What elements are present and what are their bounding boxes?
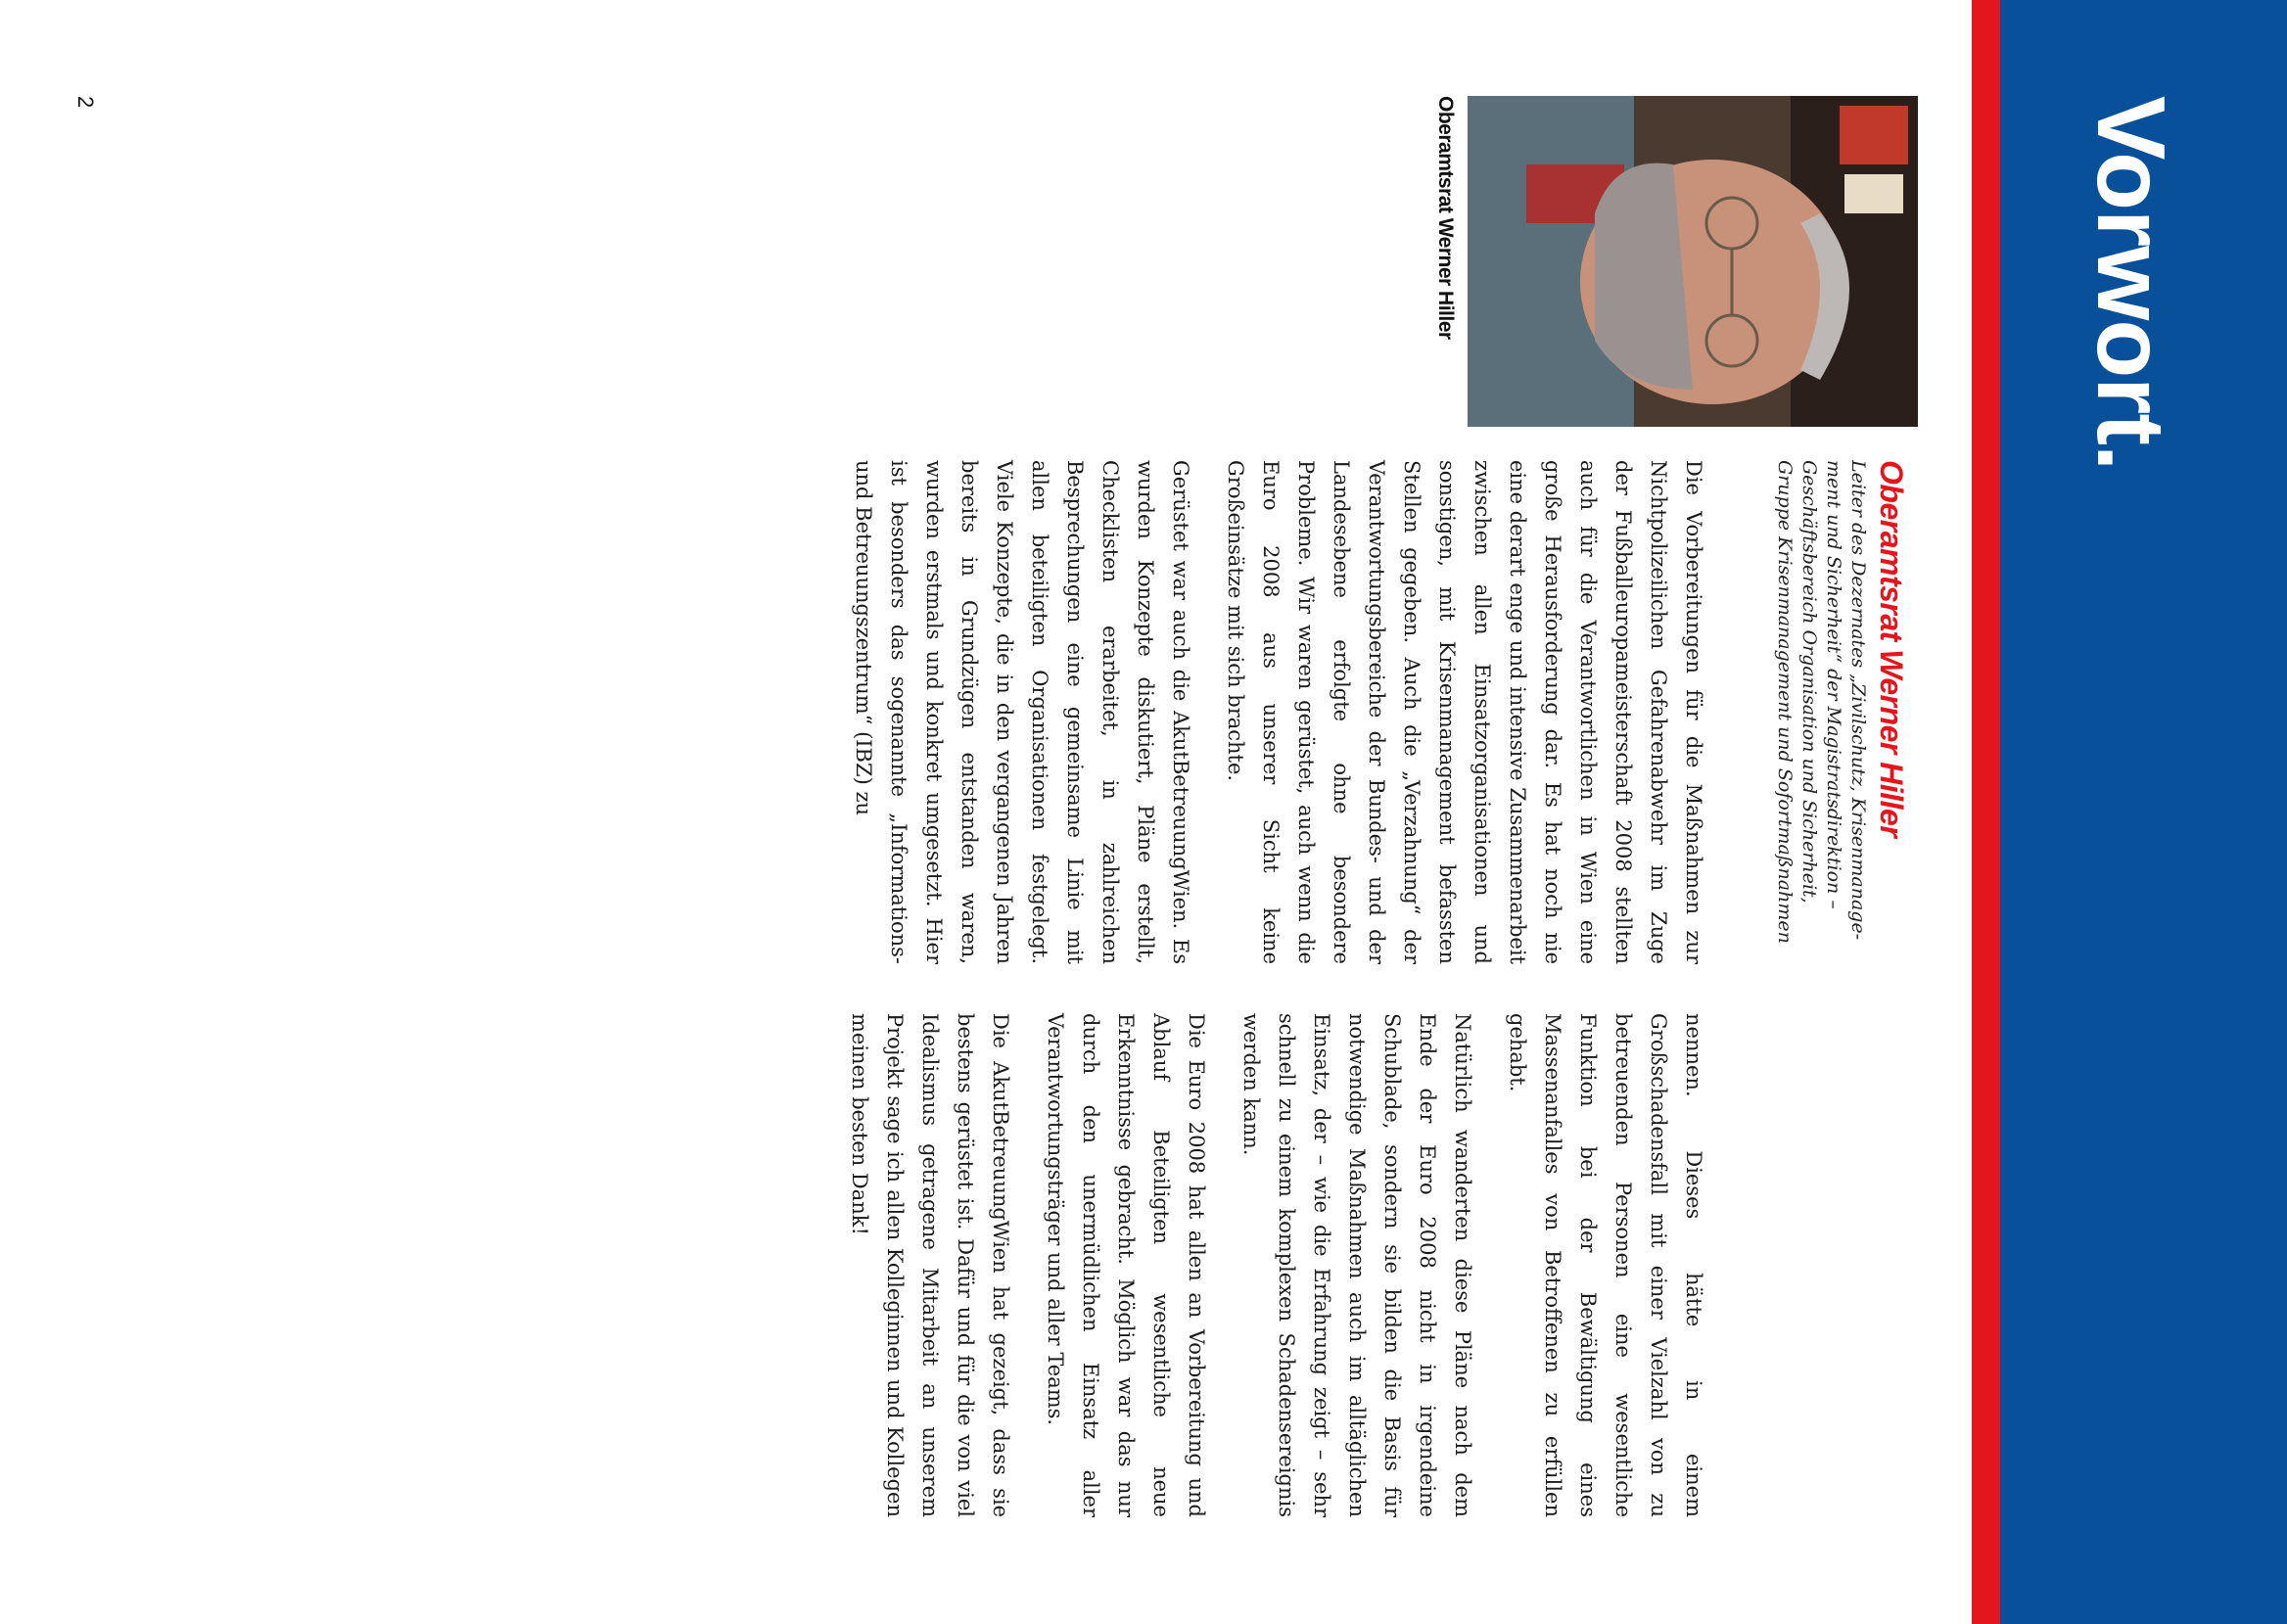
paragraph: Natürlich wanderten diese Pläne nach dem Ende der Euro 2008 nicht in irgendeine Schublade, sondern sie bilden die Basis für notwendige Maßnahmen auch im alltäglichen Einsatz, der – wie die Erfahrung zeigt – sehr schnell zu einem komplexen Schadensereignis werden kann. [1239, 1013, 1474, 1517]
author-role-line: Gruppe Krisenmanagement und Sofortmaßnahmen [1774, 460, 1796, 944]
page-title: Vorwort. [2077, 96, 2185, 471]
author-role-line: Leiter des Dezernates „Zivilschutz, Krisenmanage- [1847, 460, 1869, 941]
portrait-photo [1468, 96, 1918, 427]
books-shape [1840, 106, 1908, 164]
paragraph: Die Vorbereitungen für die Maßnahmen zur Nichtpolizeilichen Gefahrenabwehr im Zuge der Fußballeuropameisterschaft 2008 stellten auch für die Verantwortlichen in Wien eine große Herausforderung dar. Es hat noch nie eine derart enge und intensive Zusammenarbeit zwischen allen Einsatzorganisationen und sonstigen, mit Krisenmanagement befassten Stellen gegeben. Auch die „Verzahnung“ der Verantwortungsbereiche der Bundes- und der Landesebene erfolgte ohne besondere Probleme. Wir waren gerüstet, auch wenn die Euro 2008 aus unserer Sicht keine Großeinsätze mit sich brachte. [1224, 460, 1705, 964]
paragraph: nennen. Dieses hätte in einem Großschadensfall mit einer Vielzahl von zu betreuenden Personen eine wesentliche Funktion bei der Bewältigung eines Massenanfalles von Betroffenen zu erfüllen gehabt. [1506, 1013, 1705, 1517]
text-column-1 [826, 460, 1711, 964]
text-column-2 [822, 1013, 1711, 1517]
author-role-line: Geschäftsbereich Organisation und Sicherheit, [1798, 460, 1820, 904]
photo-caption: Oberamtsrat Werner Hiller [1434, 96, 1457, 340]
accent-stripe [1972, 0, 2000, 1624]
paragraph: Die AkutBetreuungWien hat gezeigt, dass sie bestens gerüstet ist. Dafür und für die von viel Idealismus getragene Mitarbeit an unserem Projekt sage ich allen Kolleginnen und Kollegen meinen besten Dank! [848, 1013, 1012, 1517]
page-number: 2 [73, 96, 98, 109]
author-name: Oberamtsrat Werner Hiller [1874, 460, 1909, 838]
author-role-line: ment und Sicherheit“ der Magistratsdirektion – [1823, 460, 1844, 909]
paragraph: Gerüstet war auch die AkutBetreuungWien. Es wurden Konzepte diskutiert, Pläne erstellt, Checklisten erarbeitet, in zahlreichen Besprechungen eine gemeinsame Linie mit allen beteiligten Organisationen festgelegt. Viele Konzepte, die in den vergangenen Jahren bereits in Grundzügen entstanden waren, wurden erstmals und konkret umgesetzt. Hier ist besonders das sogenannte „Informations- und Betreuungszentrum“ (IBZ) zu [852, 460, 1192, 964]
paragraph: Die Euro 2008 hat allen an Vorbereitung und Ablauf Beteiligten wesentliche neue Erkenntnisse gebracht. Möglich war das nur durch den unermüdlichen Einsatz aller Verantwortungsträger und aller Teams. [1044, 1013, 1208, 1517]
author-role [1772, 460, 1870, 944]
